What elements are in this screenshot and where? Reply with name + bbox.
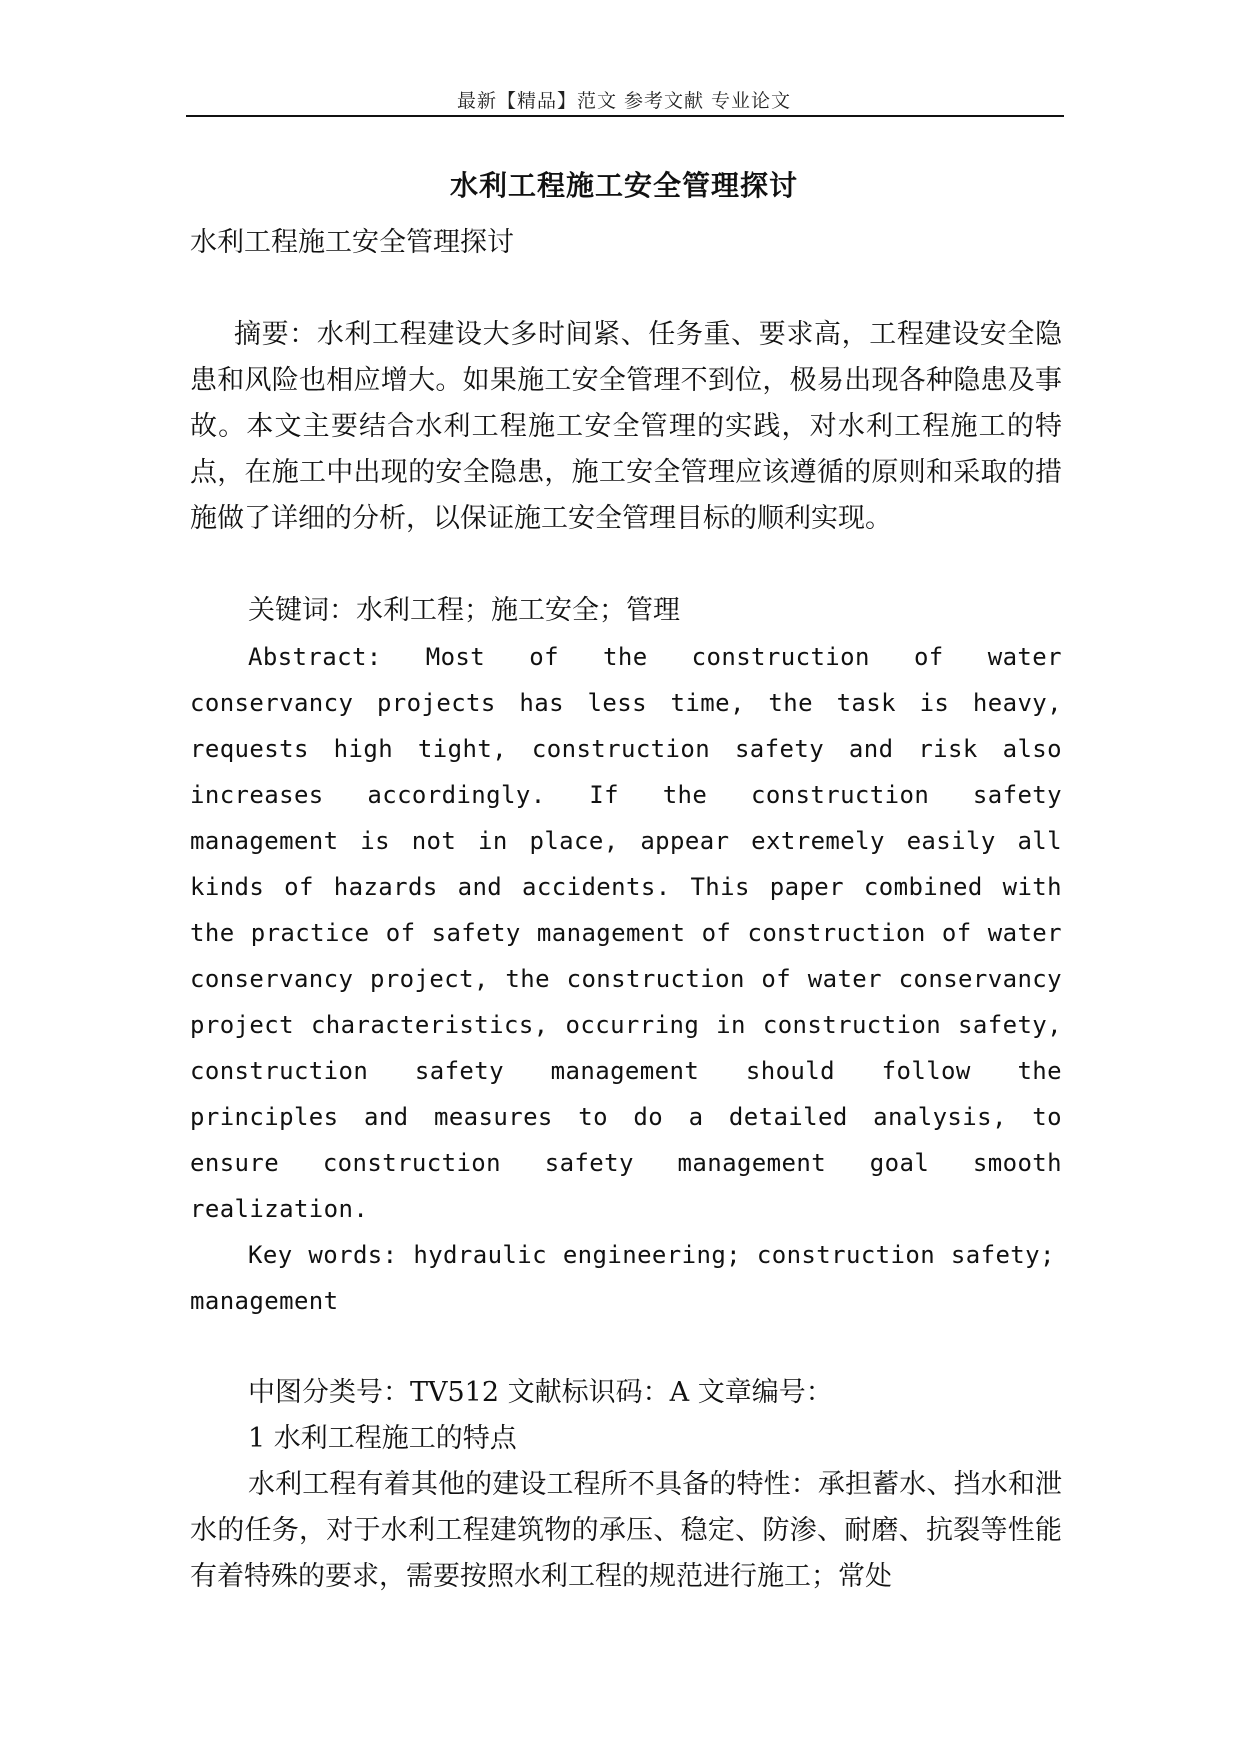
page-header: 最新【精品】范文 参考文献 专业论文: [456, 90, 792, 112]
document-subtitle: 水利工程施工安全管理探讨: [190, 227, 514, 258]
document-body: [190, 220, 1062, 1600]
keywords-english: Key words: hydraulic engineering; construction safety; management: [190, 1241, 1055, 1315]
abstract-chinese: 摘要：水利工程建设大多时间紧、任务重、要求高，工程建设安全隐患和风险也相应增大。如果施工安全管理不到位，极易出现各种隐患及事故。本文主要结合水利工程施工安全管理的实践，对水利工程施工的特点，在施工中出现的安全隐患，施工安全管理应该遵循的原则和采取的措施做了详细的分析，以保证施工安全管理目标的顺利实现。: [190, 319, 1062, 534]
abstract-english: Abstract: Most of the construction of water conservancy projects has less time, the task is heavy, requests high tight, construction safety and risk also increases accordingly. If the construction safety management is not in place, appear extremely easily all kinds of hazards and accidents. This paper combined with the practice of safety management of construction of water conservancy project, the construction of water conservancy project characteristics, occurring in construction safety, construction safety management should follow the principles and measures to do a detailed analysis, to ensure construction safety management goal smooth realization.: [190, 643, 1062, 1223]
keywords-chinese: 关键词：水利工程；施工安全；管理: [248, 595, 680, 626]
section-1-heading: 1 水利工程施工的特点: [248, 1423, 517, 1454]
spacer: [190, 266, 1062, 312]
header-divider: [186, 115, 1064, 117]
classification-line: 中图分类号：TV512 文献标识码：A 文章编号：: [248, 1377, 833, 1408]
spacer: [190, 542, 1062, 588]
spacer: [190, 1324, 1062, 1370]
section-1-paragraph: 水利工程有着其他的建设工程所不具备的特性：承担蓄水、挡水和泄水的任务，对于水利工程建筑物的承压、稳定、防渗、耐磨、抗裂等性能有着特殊的要求，需要按照水利工程的规范进行施工；常处: [190, 1469, 1062, 1592]
document-title: 水利工程施工安全管理探讨: [449, 169, 798, 202]
